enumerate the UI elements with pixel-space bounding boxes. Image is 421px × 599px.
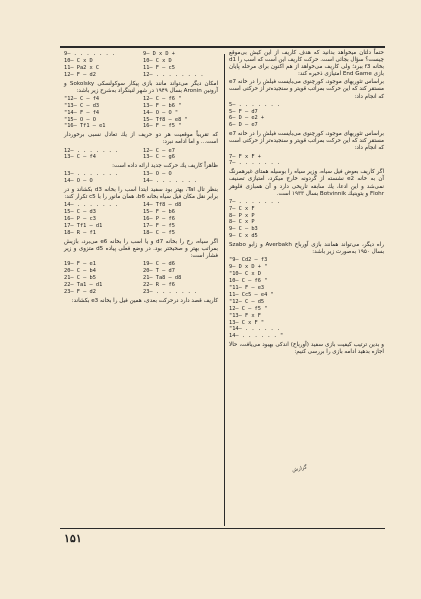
white-move: 10— C x D bbox=[64, 57, 93, 64]
black-move: 6— D — e7 bbox=[229, 122, 258, 129]
black-move: 17— F — f5 bbox=[143, 223, 175, 230]
black-move: 19— C — d6 bbox=[143, 261, 175, 268]
white-move: 16— P — c3 bbox=[64, 216, 96, 223]
white-move: 14— . . . . . . . bbox=[64, 202, 119, 209]
black-move: 15— Tf8 — e8 " bbox=[143, 116, 188, 123]
black-move: 11— F — c5 bbox=[143, 64, 175, 71]
white-move: "9— Cd2 — f3 bbox=[229, 257, 268, 264]
black-move: 7— C x F bbox=[229, 205, 255, 212]
chess-moves-table bbox=[64, 202, 218, 237]
white-move: 12— F — d2 bbox=[64, 71, 96, 78]
white-move: 22— Ta1 — d1 bbox=[64, 281, 103, 288]
black-move: 15— F — b6 bbox=[143, 209, 175, 216]
chess-moves-table bbox=[64, 51, 218, 79]
black-move: 14— . . . . . . " bbox=[229, 333, 284, 340]
white-move: "10— C x D bbox=[229, 271, 261, 278]
black-move: 23— . . . . . . . bbox=[143, 288, 198, 295]
white-move: 13— . . . . . . . bbox=[64, 171, 119, 178]
black-move: 22— R — f6 bbox=[143, 281, 175, 288]
black-move: 11— Cc5 — e4 " bbox=[229, 291, 274, 298]
black-move: 16— F — f5 " bbox=[143, 123, 182, 130]
white-move: 23— F — d2 bbox=[64, 288, 96, 295]
column-divider bbox=[224, 54, 225, 526]
black-move: 5— F — d7 bbox=[229, 108, 258, 115]
chess-moves-table bbox=[229, 102, 325, 130]
chess-moves-table bbox=[64, 148, 218, 162]
black-move: 14— . . . . . . . bbox=[143, 178, 198, 185]
black-move: 9— D x D + bbox=[143, 51, 175, 57]
paragraph: براساس تئوریهای موجود، کورچنوی می‌بایست فیلش را در خانه e7 مستقر کند که این حرکت بمراتب قویتر و سنجیده‌تر از حرکتی است که انجام داد: bbox=[229, 79, 384, 100]
black-move: 20— T — d7 bbox=[143, 268, 175, 275]
black-move: 12— C — e7 bbox=[143, 147, 175, 154]
paragraph: اگر کاریف بعوض فیل سیاه، وزیر سیاه را بوسیله همتای غیرهمرنگ آن به خانه e2 نشسته از گردونه خارج میکرد، امتیازی تصنیف نمی‌شد و این ادعا، یك سابقه تاریخی دارد و آن همبازی فلوهر Flohr و بتوینیك Botvinnik بسال ۱۹۳۳ است. bbox=[229, 169, 384, 197]
white-move: 9— . . . . . . . bbox=[64, 51, 116, 57]
chess-moves-table bbox=[229, 199, 325, 240]
paragraph: اگر سیاه، رخ را بخانه d7 و یا اسب را بخانه e6 می‌برد، بازیش بمراتب بهتر و صحیحتر بود. در وضع فعلی پیاده d5 متزوی و زیر فشار است: bbox=[64, 238, 218, 260]
left-column bbox=[64, 50, 218, 306]
black-move: 13— C — g6 bbox=[143, 154, 175, 161]
chess-moves-table bbox=[64, 171, 218, 185]
white-move: "14— F — f4 bbox=[64, 109, 100, 116]
black-move: 21— Ta8 — d8 bbox=[143, 275, 182, 282]
white-move: 12— . . . . . . . bbox=[64, 147, 119, 154]
chess-moves-table bbox=[64, 261, 218, 296]
paragraph: کاریف قصد دارد درحرکت بعدی، همین فیل را بخانه e3 بکشاند: bbox=[71, 297, 218, 304]
paragraph: ظاهراً کاریف یك حرکت جدید ارائه داده است: bbox=[112, 163, 218, 170]
white-move: "13— C — d3 bbox=[64, 102, 100, 109]
white-move: "14— . . . . . . bbox=[229, 326, 281, 333]
white-move: "12— C — d5 bbox=[229, 298, 265, 305]
top-rule bbox=[60, 46, 385, 48]
black-move: 10— C x D bbox=[143, 57, 172, 64]
black-move: 12— C — f5 " bbox=[229, 305, 268, 312]
white-move: "13— F x F bbox=[229, 312, 261, 319]
white-move: 11— Pa2 x C bbox=[64, 64, 100, 71]
white-move: 7— F x F + bbox=[229, 153, 261, 160]
white-move: 21— C — b5 bbox=[64, 275, 96, 282]
black-move: 13— C x F " bbox=[229, 319, 265, 326]
black-move: 9— D x D + " bbox=[229, 264, 268, 271]
black-move: 18— C — f5 bbox=[143, 230, 175, 237]
white-move: 19— F — e1 bbox=[64, 261, 96, 268]
white-move: "16— Tf1 — e1 bbox=[64, 123, 106, 130]
paragraph: راه دیگر، می‌تواند همانند بازی آورباخ Averbakh و زابو Szabo بسال ۱۹۵۰ به‌صورت زیر باشد: bbox=[229, 242, 384, 256]
black-move: 7— . . . . . . . bbox=[229, 160, 281, 167]
black-move: 8— C x P bbox=[229, 219, 255, 226]
white-move: 9— C — b3 bbox=[229, 226, 258, 233]
white-move: 6— D — e2 + bbox=[229, 115, 265, 122]
white-move: "15— O — O bbox=[64, 116, 96, 123]
white-move: 5— . . . . . . . bbox=[229, 101, 281, 108]
white-move: "11— F — e3 bbox=[229, 285, 265, 291]
black-move: 14— Tf8 — d8 bbox=[143, 202, 182, 209]
bottom-rule bbox=[60, 528, 385, 529]
white-move: 20— C — b4 bbox=[64, 268, 96, 275]
black-move: 9— C x d5 bbox=[229, 233, 258, 240]
black-move: 16— P — f6 bbox=[143, 216, 175, 223]
white-move: 14— O — O bbox=[64, 178, 93, 185]
chess-moves-table bbox=[229, 257, 325, 340]
paragraph: حتماً دلتان میخواهد بدانید که هدف کاریف از این کیش بی‌موقع چیست؟ سؤال بجائی است. حرکت کاریف این است که اسب را d1 بخانه f3 ببرد؛ ولی کاریف می‌خواهد از هم اکنون برای مرحله پایان بازی End Game امتیازی ذخیره کند: bbox=[229, 50, 384, 78]
white-move: 8— P x P bbox=[229, 212, 255, 219]
paragraph: و بدین ترتیب کیفیت بازی سفید (آورباخ) اندکی بهبود می‌یافت، حالا اجازه بدهید ادامه بازی را بررسی کنیم: bbox=[229, 342, 384, 356]
paragraph: براساس تئوریهای موجود، کورچنوی می‌بایست فیلش را در خانه e7 مستقر کند که این حرکت بمراتب قویتر و سنجیده‌تر از حرکتی است که انجام داد: bbox=[229, 131, 384, 152]
library-stamp: گزارش bbox=[291, 464, 308, 474]
chess-moves-table bbox=[64, 96, 218, 131]
black-move: 12— . . . . . . . . bbox=[143, 71, 204, 78]
white-move: 7— . . . . . . . bbox=[229, 198, 281, 205]
white-move: 18— R — f1 bbox=[64, 230, 96, 237]
black-move: 12— C — f6 " bbox=[143, 95, 182, 102]
white-move: "12— C — f4 bbox=[64, 95, 100, 102]
paragraph: امکان دیگر می‌تواند مانند بازی پیکار سوکولسکی Sokolsky و آرونین Aronin بسال ۱۹۴۹ در شهر لنینگراد به‌شرح زیر باشد: bbox=[64, 80, 219, 94]
right-column bbox=[229, 50, 384, 357]
black-move: 10— C — f6 " bbox=[229, 278, 268, 285]
black-move: 13— F — b6 " bbox=[143, 102, 182, 109]
white-move: 15— C — d3 bbox=[64, 209, 96, 216]
black-move: 13— O — O bbox=[143, 171, 172, 178]
paragraph: که تقریباً موقعیت هر دو حریف از یك تعادل نسبی برخوردار است... و اما ادامه نبرد: bbox=[64, 132, 218, 146]
chess-moves-table bbox=[229, 154, 325, 168]
black-move: 14— O — O " bbox=[143, 109, 179, 116]
paragraph: بنظر تال Tal، بهتر بود سفید ابتدا اسب را بخانه d3 بکشاند و در برابر نقل مکان فیل سیاه بخانه b6، همان مانور را با c5 تکرار کند: bbox=[64, 187, 218, 201]
page-number: ۱۵۱ bbox=[64, 532, 82, 545]
white-move: 17— Tf1 — d1 bbox=[64, 223, 103, 230]
white-move: 13— C — f4 bbox=[64, 154, 96, 161]
